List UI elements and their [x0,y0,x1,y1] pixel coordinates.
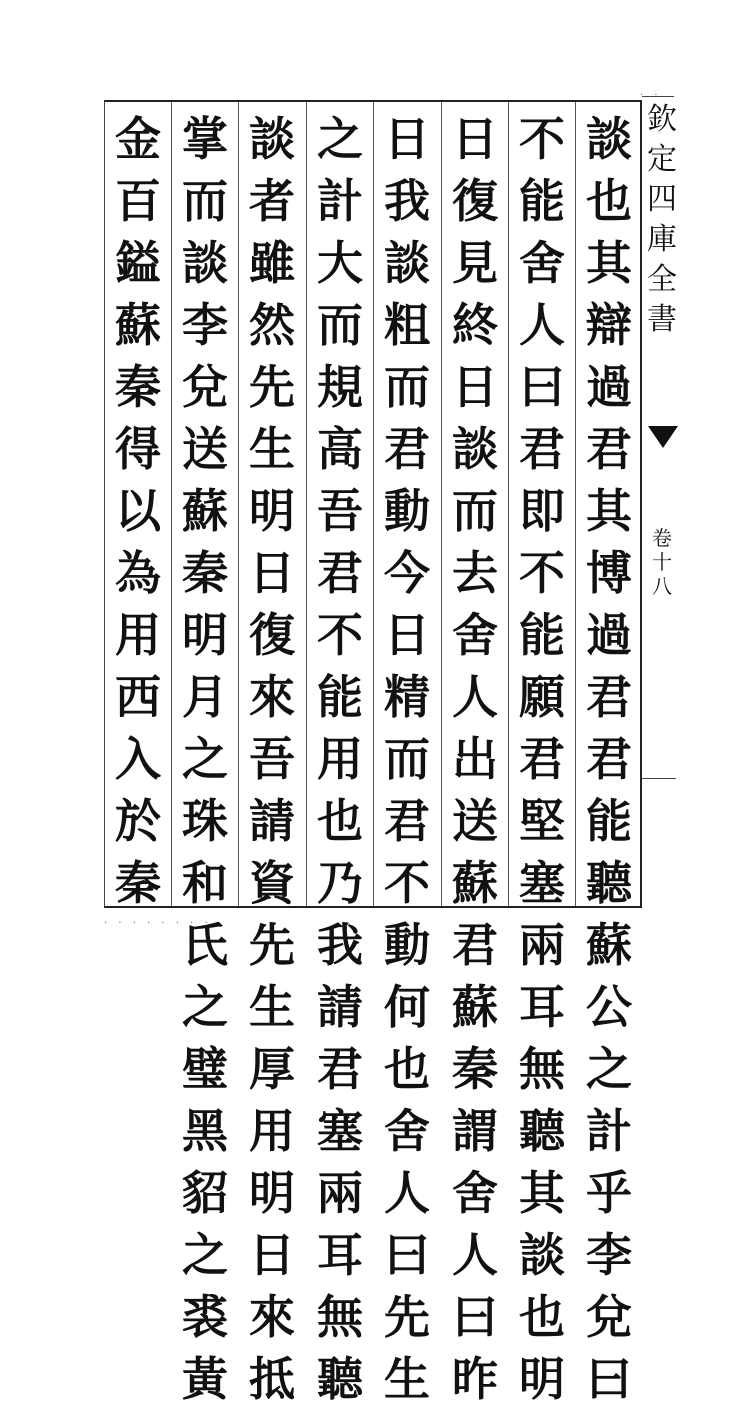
text-character: 何 [384,980,430,1034]
volume-label-character: 八 [652,574,672,598]
column-rule [441,102,442,906]
text-character: 人 [452,1228,498,1282]
column-rule [171,102,172,906]
text-character: 百 [115,174,161,228]
text-character: 為 [115,546,161,600]
text-character: 耳 [519,980,565,1034]
text-character: 來 [249,670,295,724]
text-character: 李 [586,1228,632,1282]
text-character: 氏 [182,918,228,972]
text-character: 計 [317,174,363,228]
text-character: 日 [384,112,430,166]
text-character: 月 [182,670,228,724]
text-character: 黃 [182,1352,228,1406]
text-character: 不 [317,608,363,662]
text-character: 秦 [115,856,161,910]
text-character: 送 [182,422,228,476]
text-character: 之 [182,980,228,1034]
text-character: 乎 [586,1166,632,1220]
text-character: 無 [317,1290,363,1344]
text-character: 蘇 [452,980,498,1034]
text-character: 聽 [519,1104,565,1158]
text-character: 塞 [317,1104,363,1158]
text-character: 兩 [317,1166,363,1220]
margin-title-character: 四 [647,182,677,217]
text-character: 復 [249,608,295,662]
text-character: 能 [519,608,565,662]
text-character: 來 [249,1290,295,1344]
text-character: 請 [249,794,295,848]
text-character: 而 [182,174,228,228]
text-character: 我 [384,174,430,228]
text-character: 秦 [115,360,161,414]
text-character: 先 [249,360,295,414]
text-character: 君 [586,732,632,786]
text-character: 能 [519,174,565,228]
text-character: 吾 [249,732,295,786]
column-rule [238,102,239,906]
margin-title-character: 定 [647,142,677,177]
text-character: 珠 [182,794,228,848]
text-character: 之 [182,1228,228,1282]
text-character: 也 [519,1290,565,1344]
text-character: 聽 [317,1352,363,1406]
text-character: 西 [115,670,161,724]
text-character: 君 [384,422,430,476]
text-character: 辯 [586,298,632,352]
scan-speckle: · · · · · · · · [104,918,212,929]
text-character: 君 [519,422,565,476]
text-character: 先 [384,1290,430,1344]
text-character: 兩 [519,918,565,972]
text-character: 以 [115,484,161,538]
text-character: 兌 [182,360,228,414]
text-character: 動 [384,484,430,538]
text-character: 其 [586,484,632,538]
text-column-2 [512,108,572,1410]
text-character: 其 [586,236,632,290]
text-character: 君 [317,1042,363,1096]
text-character: 不 [519,546,565,600]
text-character: 之 [182,732,228,786]
text-character: 出 [452,732,498,786]
text-character: 而 [452,484,498,538]
text-character: 用 [115,608,161,662]
text-character: 即 [519,484,565,538]
text-character: 堅 [519,794,565,848]
column-rule [306,102,307,906]
volume-label [642,526,682,598]
text-character: 先 [249,918,295,972]
text-character: 耳 [317,1228,363,1282]
text-column-6 [242,108,302,1410]
text-character: 請 [317,980,363,1034]
text-character: 也 [586,174,632,228]
text-character: 謂 [452,1104,498,1158]
text-character: 之 [317,112,363,166]
text-character: 動 [384,918,430,972]
text-character: 和 [182,856,228,910]
text-character: 能 [317,670,363,724]
fishtail-mark-icon [648,426,678,448]
text-character: 復 [452,174,498,228]
text-character: 曰 [586,1352,632,1406]
text-character: 曰 [384,1228,430,1282]
text-character: 生 [249,980,295,1034]
text-character: 大 [317,236,363,290]
text-character: 談 [452,422,498,476]
text-character: 不 [519,112,565,166]
text-character: 規 [317,360,363,414]
text-character: 計 [586,1104,632,1158]
text-character: 而 [317,298,363,352]
text-character: 聽 [586,856,632,910]
text-character: 日 [249,546,295,600]
scan-speckle: · · [640,90,662,101]
text-character: 之 [586,1042,632,1096]
text-character: 用 [249,1104,295,1158]
text-character: 塞 [519,856,565,910]
text-character: 君 [519,732,565,786]
text-character: 人 [519,298,565,352]
text-column-3 [445,108,505,1410]
text-character: 入 [115,732,161,786]
text-character: 明 [249,1166,295,1220]
text-character: 抵 [249,1352,295,1406]
text-character: 秦 [452,1042,498,1096]
text-character: 終 [452,298,498,352]
margin-title-character: 書 [647,302,677,337]
margin-title-character: 庫 [647,222,677,257]
margin-title-character: 欽 [647,102,677,137]
text-character: 黑 [182,1104,228,1158]
text-character: 談 [586,112,632,166]
text-character: 兌 [586,1290,632,1344]
text-character: 日 [249,1228,295,1282]
text-character: 談 [384,236,430,290]
text-character: 談 [249,112,295,166]
collection-title [642,100,682,340]
text-character: 去 [452,546,498,600]
text-frame [104,100,642,1406]
text-character: 吾 [317,484,363,538]
text-character: 明 [182,608,228,662]
volume-label-character: 十 [652,550,672,574]
text-character: 舍 [452,1166,498,1220]
text-character: 人 [452,670,498,724]
text-column-4 [377,108,437,1410]
text-character: 願 [519,670,565,724]
text-character: 於 [115,794,161,848]
text-character: 明 [519,1352,565,1406]
text-character: 高 [317,422,363,476]
text-character: 也 [317,794,363,848]
text-character: 璧 [182,1042,228,1096]
text-character: 得 [115,422,161,476]
text-character: 蘇 [115,298,161,352]
text-column-7 [175,108,235,1410]
text-character: 蘇 [182,484,228,538]
text-character: 君 [586,422,632,476]
text-character: 明 [249,484,295,538]
margin-strip [642,96,682,912]
text-character: 厚 [249,1042,295,1096]
text-character: 其 [519,1166,565,1220]
text-character: 我 [317,918,363,972]
text-character: 金 [115,112,161,166]
text-character: 君 [317,546,363,600]
text-character: 送 [452,794,498,848]
margin-title-character: 全 [647,262,677,297]
text-character: 今 [384,546,430,600]
text-character: 舍 [384,1104,430,1158]
text-character: 生 [384,1352,430,1406]
text-column-8 [108,108,168,914]
text-character: 人 [384,1166,430,1220]
text-character: 掌 [182,112,228,166]
text-character: 蘇 [452,856,498,910]
text-character: 過 [586,608,632,662]
text-character: 舍 [519,236,565,290]
text-character: 鎰 [115,236,161,290]
text-character: 精 [384,670,430,724]
text-character: 能 [586,794,632,848]
text-character: 李 [182,298,228,352]
text-character: 無 [519,1042,565,1096]
text-character: 君 [452,918,498,972]
text-character: 日 [452,360,498,414]
text-character: 談 [519,1228,565,1282]
text-character: 君 [384,794,430,848]
text-character: 過 [586,360,632,414]
text-character: 曰 [452,1290,498,1344]
text-character: 雖 [249,236,295,290]
text-character: 君 [586,670,632,724]
text-character: 裘 [182,1290,228,1344]
column-rule [373,102,374,906]
text-character: 而 [384,732,430,786]
text-character: 蘇 [586,918,632,972]
text-character: 曰 [519,360,565,414]
text-character: 粗 [384,298,430,352]
text-column-5 [310,108,370,1410]
text-character: 貂 [182,1166,228,1220]
text-character: 不 [384,856,430,910]
text-character: 日 [384,608,430,662]
text-character: 然 [249,298,295,352]
text-character: 乃 [317,856,363,910]
volume-label-character: 卷 [652,526,672,550]
text-character: 資 [249,856,295,910]
text-character: 博 [586,546,632,600]
text-character: 者 [249,174,295,228]
text-character: 舍 [452,608,498,662]
text-character: 也 [384,1042,430,1096]
text-character: 生 [249,422,295,476]
text-character: 談 [182,236,228,290]
text-column-1 [579,108,639,1410]
text-character: 昨 [452,1352,498,1406]
column-rule [508,102,509,906]
text-character: 日 [452,112,498,166]
column-rule [575,102,576,906]
text-character: 秦 [182,546,228,600]
text-character: 見 [452,236,498,290]
text-character: 用 [317,732,363,786]
text-character: 公 [586,980,632,1034]
text-character: 而 [384,360,430,414]
